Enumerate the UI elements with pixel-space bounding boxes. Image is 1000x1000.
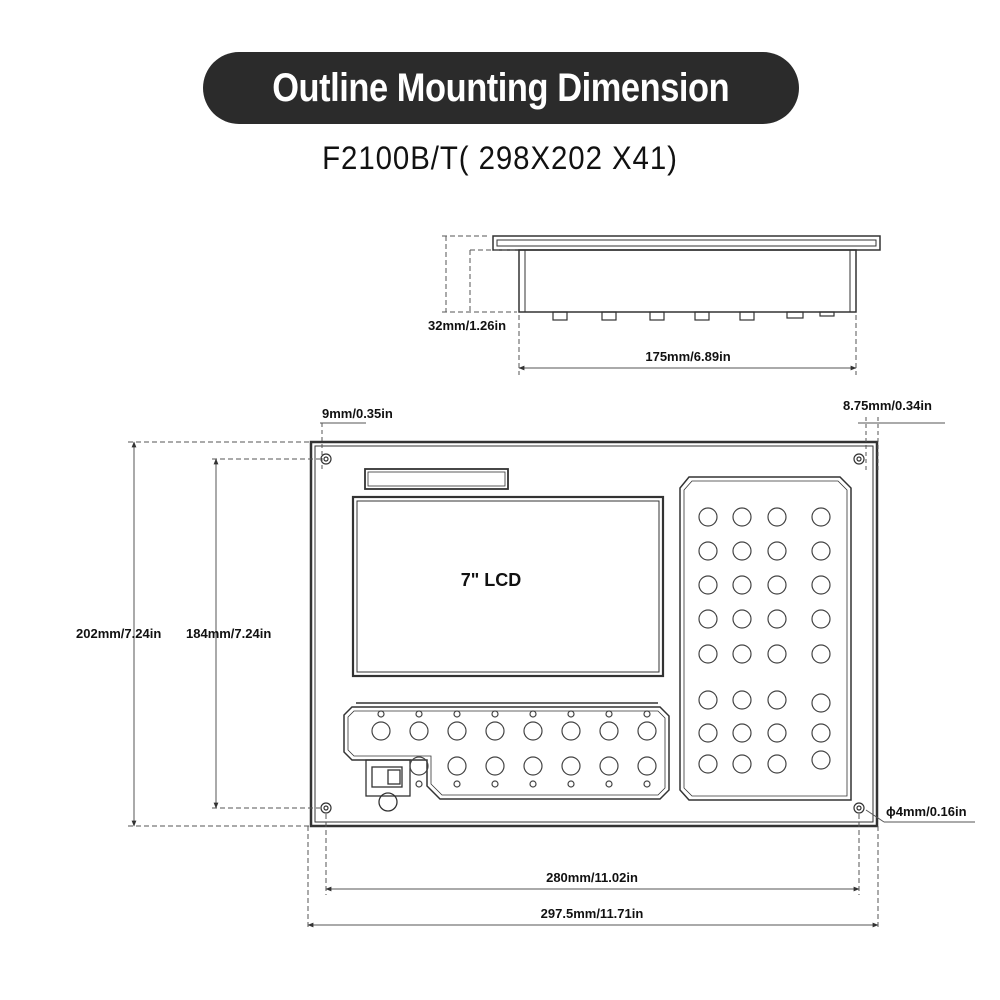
hole-offset-right-label: 8.75mm/0.34in: [843, 398, 932, 413]
keypad-button: [733, 755, 751, 773]
key-indicator: [454, 711, 460, 717]
keypad-button: [812, 751, 830, 769]
function-button: [448, 722, 466, 740]
side-bezel: [493, 236, 880, 250]
key-indicator: [568, 781, 574, 787]
keypad-button: [768, 542, 786, 560]
key-buttons: [372, 508, 830, 787]
hole-offset-left-label: 9mm/0.35in: [322, 406, 393, 421]
function-button: [448, 757, 466, 775]
title-text: Outline Mounting Dimension: [272, 65, 730, 110]
key-indicator: [568, 711, 574, 717]
side-width-dimension: [519, 315, 856, 375]
keypad-button: [733, 576, 751, 594]
outer-width-label: 297.5mm/11.71in: [540, 906, 644, 921]
function-button: [486, 757, 504, 775]
mounting-holes: [321, 454, 864, 813]
side-body: [519, 250, 856, 312]
keypad-button: [699, 755, 717, 773]
function-button: [410, 722, 428, 740]
keypad-button: [699, 508, 717, 526]
front-view: [311, 442, 877, 826]
key-indicator: [530, 781, 536, 787]
side-depth-dimension: [442, 236, 517, 312]
key-indicator: [416, 711, 422, 717]
function-button: [524, 722, 542, 740]
keypad-button: [812, 508, 830, 526]
hole-height-label: 184mm/7.24in: [186, 626, 272, 641]
keypad-button: [699, 610, 717, 628]
function-button: [638, 722, 656, 740]
keypad-button: [733, 691, 751, 709]
keypad-button: [768, 755, 786, 773]
keypad-button: [812, 610, 830, 628]
keypad-button: [733, 508, 751, 526]
key-indicator: [454, 781, 460, 787]
keypad-button: [812, 542, 830, 560]
keypad-button: [812, 576, 830, 594]
keypad-button: [768, 576, 786, 594]
keypad-button: [768, 610, 786, 628]
power-switch: [366, 760, 410, 811]
keypad-button: [699, 576, 717, 594]
hole-width-label: 280mm/11.02in: [546, 870, 638, 885]
keypad-button: [812, 724, 830, 742]
side-width-label: 175mm/6.89in: [645, 349, 731, 364]
side-depth-label: 32mm/1.26in: [428, 318, 507, 333]
function-button: [486, 722, 504, 740]
keypad-button: [733, 610, 751, 628]
key-indicator: [378, 711, 384, 717]
keypad-button: [733, 724, 751, 742]
front-panel-outline: [311, 442, 877, 826]
keypad-button: [733, 542, 751, 560]
key-indicator: [530, 711, 536, 717]
function-button: [600, 722, 618, 740]
hole-diameter-label: ϕ4mm/0.16in: [886, 804, 967, 819]
key-indicator: [492, 781, 498, 787]
function-button: [372, 722, 390, 740]
keypad-button: [699, 542, 717, 560]
side-connectors: [553, 312, 834, 320]
side-bezel-inner: [497, 240, 876, 246]
function-button: [600, 757, 618, 775]
key-indicator: [416, 781, 422, 787]
key-indicator: [644, 711, 650, 717]
outer-height-label: 202mm/7.24in: [76, 626, 162, 641]
keypad-button: [768, 691, 786, 709]
key-indicator: [606, 711, 612, 717]
key-indicator: [492, 711, 498, 717]
function-button: [562, 722, 580, 740]
keypad-button: [699, 724, 717, 742]
keypad-button: [699, 645, 717, 663]
model-subtitle: F2100B/T( 298X202 X41): [322, 140, 678, 176]
keypad-button: [733, 645, 751, 663]
function-button: [562, 757, 580, 775]
key-indicator: [606, 781, 612, 787]
key-indicator: [644, 781, 650, 787]
bottom-keypad-frame: [344, 707, 669, 799]
front-panel-inner-outline: [315, 446, 873, 822]
front-dimensions: [128, 417, 975, 930]
function-button: [524, 757, 542, 775]
lcd-label: 7" LCD: [460, 570, 522, 590]
keypad-button: [812, 645, 830, 663]
keypad-button: [768, 645, 786, 663]
keypad-button: [768, 724, 786, 742]
function-button: [638, 757, 656, 775]
keypad-button: [768, 508, 786, 526]
keypad-button: [699, 691, 717, 709]
keypad-button: [812, 694, 830, 712]
